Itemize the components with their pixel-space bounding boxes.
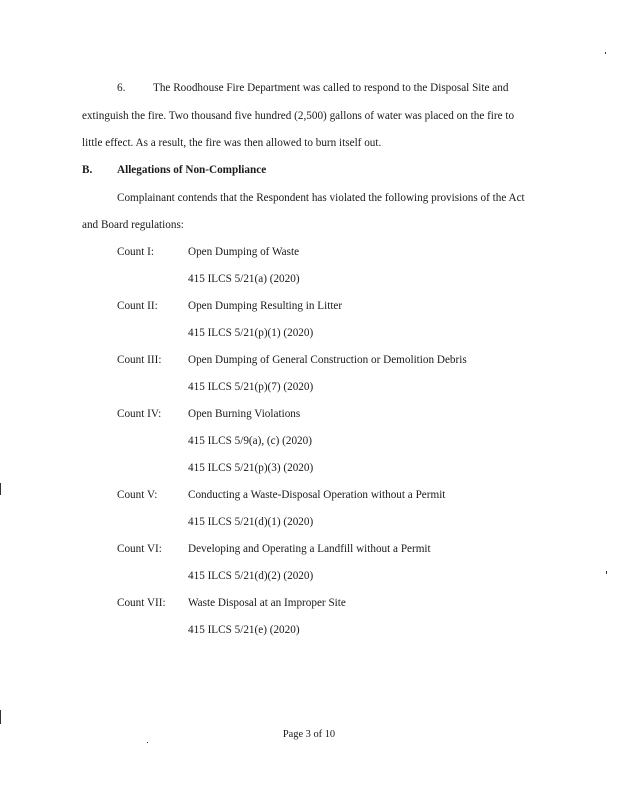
count-description: Open Dumping of General Construction or Demolition Debris — [188, 354, 467, 366]
count-description: Developing and Operating a Landfill without a Permit — [188, 543, 431, 555]
count-description: Open Dumping of Waste — [188, 246, 300, 258]
count-label: Count IV: — [117, 408, 162, 420]
count-description: Conducting a Waste-Disposal Operation without a Permit — [188, 489, 446, 501]
intro-line-2: and Board regulations: — [82, 219, 184, 231]
count-citation: 415 ILCS 5/21(d)(1) (2020) — [188, 516, 314, 528]
page-number: Page 3 of 10 — [282, 729, 336, 740]
scan-edge-mark — [0, 483, 1, 495]
section-heading: Allegations of Non-Compliance — [117, 164, 267, 176]
count-citation: 415 ILCS 5/9(a), (c) (2020) — [188, 435, 312, 447]
paragraph-line-3: little effect. As a result, the fire was then allowed to burn itself out. — [82, 137, 382, 149]
paragraph-line-1: The Roodhouse Fire Department was called to respond to the Disposal Site and — [153, 82, 509, 94]
count-citation: 415 ILCS 5/21(e) (2020) — [188, 624, 300, 636]
count-label: Count VII: — [117, 597, 166, 609]
count-description: Waste Disposal at an Improper Site — [188, 597, 346, 609]
count-label: Count VI: — [117, 543, 162, 555]
count-citation: 415 ILCS 5/21(p)(7) (2020) — [188, 381, 314, 393]
count-description: Open Burning Violations — [188, 408, 301, 420]
scan-speck — [606, 571, 607, 574]
scan-speck — [147, 742, 148, 743]
scan-speck — [605, 52, 606, 54]
count-label: Count III: — [117, 354, 162, 366]
count-label: Count I: — [117, 246, 154, 258]
intro-line-1: Complainant contends that the Respondent has violated the following provisions of the Act — [117, 192, 525, 204]
count-label: Count II: — [117, 300, 158, 312]
count-description: Open Dumping Resulting in Litter — [188, 300, 343, 312]
count-citation: 415 ILCS 5/21(d)(2) (2020) — [188, 570, 314, 582]
scan-edge-mark — [0, 710, 1, 724]
count-citation: 415 ILCS 5/21(p)(1) (2020) — [188, 327, 314, 339]
paragraph-number: 6. — [117, 82, 126, 94]
count-citation: 415 ILCS 5/21(a) (2020) — [188, 273, 300, 285]
section-letter: B. — [82, 164, 93, 176]
paragraph-line-2: extinguish the fire. Two thousand five hundred (2,500) gallons of water was placed on the fire to — [82, 110, 515, 122]
count-label: Count V: — [117, 489, 158, 501]
count-citation: 415 ILCS 5/21(p)(3) (2020) — [188, 462, 314, 474]
